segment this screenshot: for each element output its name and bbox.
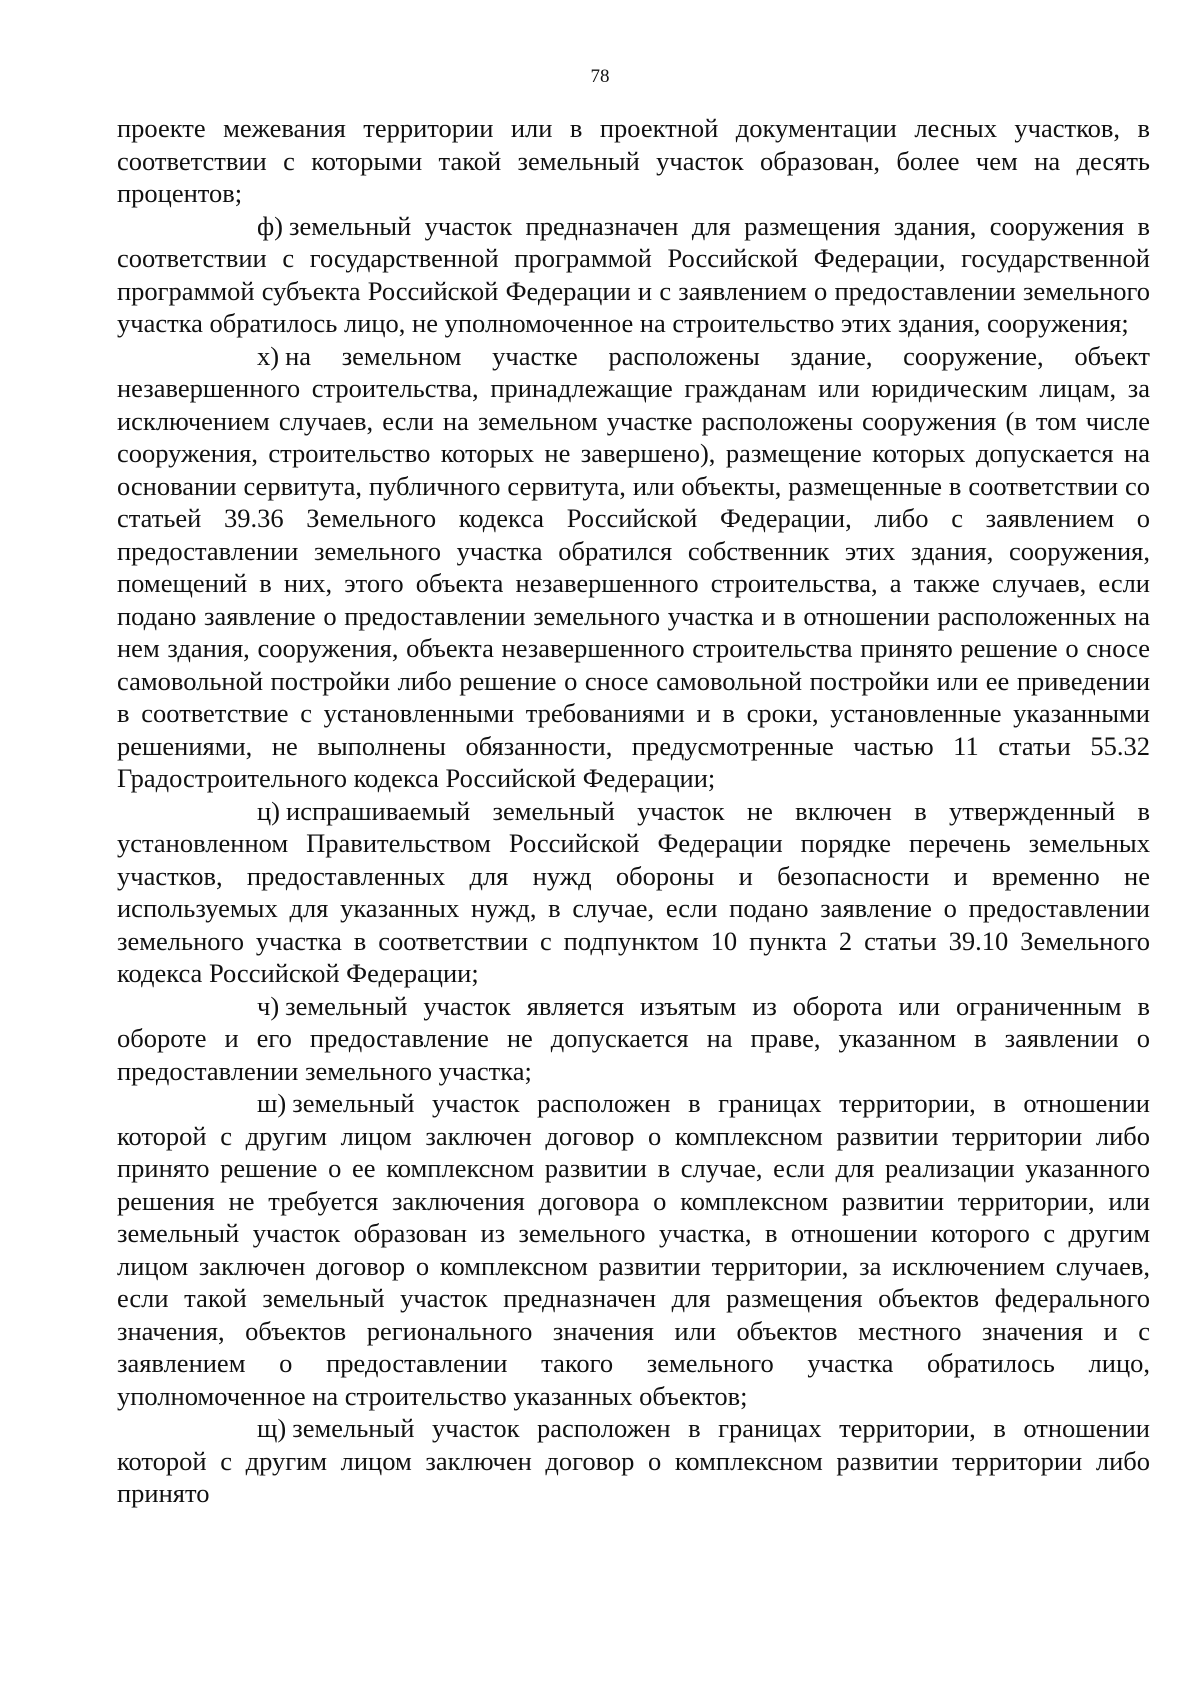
paragraph-text: земельный участок расположен в границах территории, в отношении которой с другим лицом заключен договор о комплексном развитии территории либо принято bbox=[117, 1413, 1150, 1508]
paragraph-text: земельный участок предназначен для размещения здания, сооружения в соответствии с государственной программой Российской Федерации, государственной программой субъекта Российской Федерации и с заявлением о предоставлении земельного участка обратилось лицо, не уполномоченное на строительство этих здания, сооружения; bbox=[117, 210, 1150, 338]
list-marker: х) bbox=[257, 340, 280, 371]
document-body bbox=[117, 112, 1150, 1510]
paragraph-item-ts bbox=[117, 795, 1150, 990]
paragraph-item-shch bbox=[117, 1412, 1150, 1510]
paragraph-item-sh bbox=[117, 1087, 1150, 1412]
page-number: 78 bbox=[590, 66, 610, 87]
list-marker: ч) bbox=[257, 990, 280, 1021]
paragraph-item-kh bbox=[117, 340, 1150, 795]
paragraph-continuation bbox=[117, 112, 1150, 210]
list-marker: ф) bbox=[257, 210, 283, 241]
list-marker: ц) bbox=[257, 795, 281, 826]
paragraph-text: земельный участок является изъятым из оборота или ограниченным в обороте и его предоставление не допускается на праве, указанном в заявлении о предоставлении земельного участка; bbox=[117, 990, 1150, 1086]
paragraph-item-f bbox=[117, 210, 1150, 340]
paragraph-text: на земельном участке расположены здание, сооружение, объект незавершенного строительства, принадлежащие гражданам или юридическим лицам, за исключением случаев, если на земельном участке расположены сооружения (в том числе сооружения, строительство которых не завершено), размещение которых допускается на основании сервитута, публичного сервитута, или объекты, размещенные в соответствии со статьей 39.36 Земельного кодекса Российской Федерации, либо с заявлением о предоставлении земельного участка обратился собственник этих здания, сооружения, помещений в них, этого объекта незавершенного строительства, а также случаев, если подано заявление о предоставлении земельного участка и в отношении расположенных на нем здания, сооружения, объекта незавершенного строительства принято решение о сносе самовольной постройки либо решение о сносе самовольной постройки или ее приведении в соответствие с установленными требованиями и в сроки, установленные указанными решениями, не выполнены обязанности, предусмотренные частью 11 статьи 55.32 Градостроительного кодекса Российской Федерации; bbox=[117, 340, 1150, 793]
paragraph-text: земельный участок расположен в границах территории, в отношении которой с другим лицом заключен договор о комплексном развитии территории либо принято решение о ее комплексном развитии в случае, если для реализации указанного решения не требуется заключения договора о комплексном развитии территории, или земельный участок образован из земельного участка, в отношении которого с другим лицом заключен договор о комплексном развитии территории, за исключением случаев, если такой земельный участок предназначен для размещения объектов федерального значения, объектов регионального значения или объектов местного значения и с заявлением о предоставлении такого земельного участка обратилось лицо, уполномоченное на строительство указанных объектов; bbox=[117, 1088, 1150, 1411]
list-marker: щ) bbox=[257, 1413, 287, 1443]
paragraph-item-ch bbox=[117, 990, 1150, 1088]
list-marker: ш) bbox=[257, 1088, 287, 1118]
paragraph-text: проекте межевания территории или в проектной документации лесных участков, в соответствии с которыми такой земельный участок образован, более чем на десять процентов; bbox=[117, 113, 1150, 208]
paragraph-text: испрашиваемый земельный участок не включен в утвержденный в установленном Правительством Российской Федерации порядке перечень земельных участков, предоставленных для нужд обороны и безопасности и временно не используемых для указанных нужд, в случае, если подано заявление о предоставлении земельного участка в соответствии с подпунктом 10 пункта 2 статьи 39.10 Земельного кодекса Российской Федерации; bbox=[117, 795, 1150, 988]
